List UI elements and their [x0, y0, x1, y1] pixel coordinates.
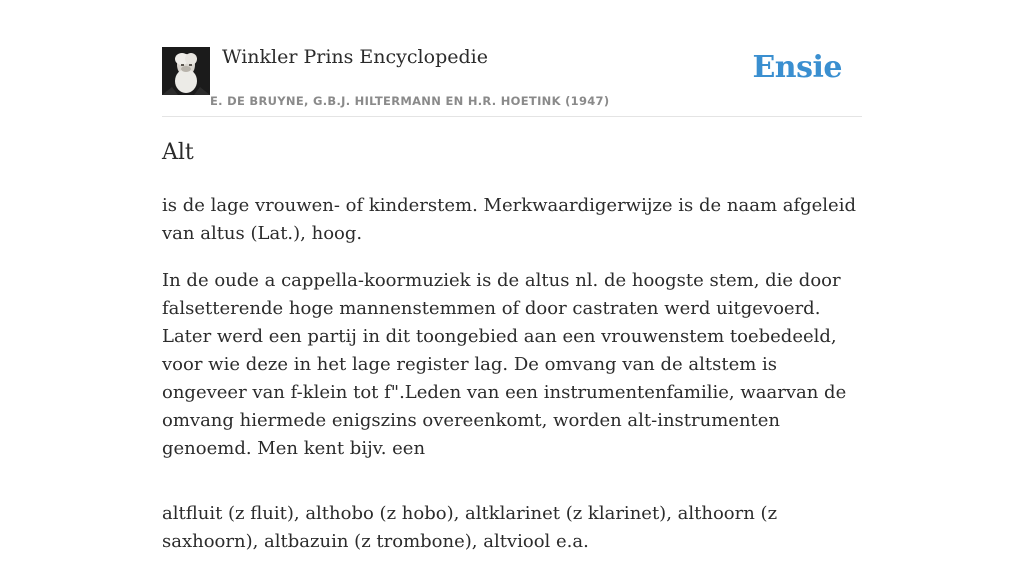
portrait-icon — [162, 47, 210, 95]
entry-paragraph: In de oude a cappella-koormuziek is de altus nl. de hoogste stem, die door falsetterende hoge mannenstemmen of door castraten werd uitgevoerd. Later werd een partij in dit toongebied aan een vrouwenstem toebedeeld, voor wie deze in het lage register lag. De omvang van de altstem is ongeveer van f-klein tot f".Leden van een instrumentenfamilie, waarvan de omvang hiermede enigszins overeenkomt, worden alt-instrumenten genoemd. Men kent bijv. een — [162, 270, 847, 459]
publication-authors: E. DE BRUYNE, G.B.J. HILTERMANN EN H.R. HOETINK (1947) — [210, 94, 610, 108]
portrait-avatar[interactable] — [162, 47, 210, 95]
entry-paragraph: altfluit (z fluit), althobo (z hobo), altklarinet (z klarinet), althoorn (z saxhoorn), altbazuin (z trombone), altviool e.a. — [162, 503, 778, 552]
entry-paragraph: is de lage vrouwen- of kinderstem. Merkwaardigerwijze is de naam afgeleid van altus (Lat.), hoog. — [162, 195, 856, 244]
publication-title[interactable]: Winkler Prins Encyclopedie — [222, 46, 488, 68]
ensie-logo-link[interactable]: Ensie — [752, 50, 842, 85]
entry-body — [162, 192, 864, 575]
publication-header — [162, 0, 862, 117]
entry-title: Alt — [162, 140, 194, 165]
